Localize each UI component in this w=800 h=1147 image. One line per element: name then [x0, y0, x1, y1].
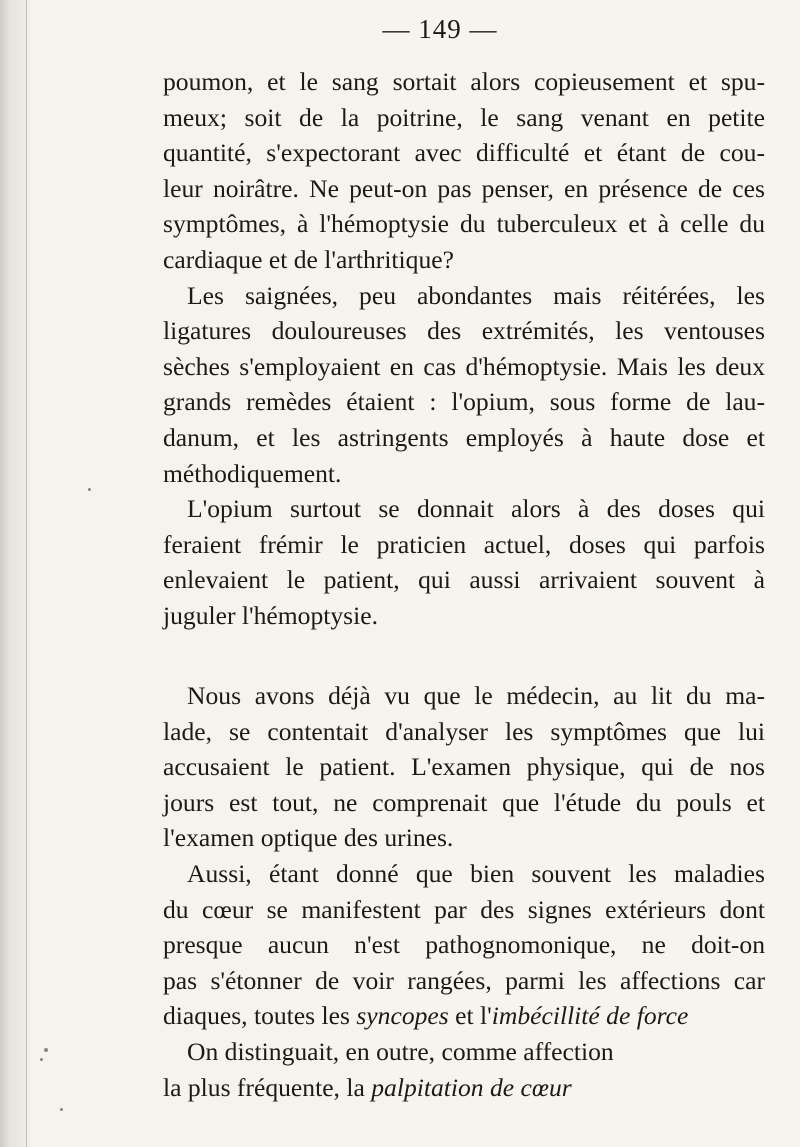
italic-term-imbecillite: imbécillité de force: [491, 1001, 689, 1031]
text-line: du cœur se manifestent par des signes extérieurs dont: [163, 894, 765, 924]
text-line: meux; soit de la poitrine, le sang venant en petite: [163, 102, 765, 132]
text-line: accusaient le patient. L'examen physique, qui de nos: [163, 752, 765, 782]
text-line: juguler l'hémoptysie.: [163, 600, 379, 630]
italic-term-syncopes: syncopes: [356, 1001, 449, 1031]
text-line: pas s'étonner de voir rangées, parmi les affections car: [163, 965, 765, 995]
text-line: lade, se contentait d'analyser les symptômes que lui: [163, 716, 765, 746]
text-line: sèches s'employaient en cas d'hémoptysie. Mais les deux: [163, 351, 765, 381]
text-line: l'examen optique des urines.: [163, 823, 454, 853]
text-line: méthodiquement.: [163, 458, 342, 488]
text-line: cardiaque et de l'arthritique?: [163, 244, 454, 274]
text-line: jours est tout, ne comprenait que l'étude du pouls et: [163, 787, 765, 817]
text-fragment: diaques, toutes les: [163, 1001, 357, 1031]
text-line: presque aucun n'est pathognomonique, ne doit-on: [163, 930, 765, 960]
text-section-2: [163, 678, 765, 1105]
scan-speck: [44, 1048, 48, 1052]
paragraph-start-line: Aussi, étant donné que bien souvent les maladies: [187, 858, 765, 888]
text-line: [163, 998, 765, 1034]
text-line: feraient frémir le praticien actuel, doses qui parfois: [163, 529, 765, 559]
paragraph-start-line: L'opium surtout se donnait alors à des doses qui: [187, 494, 765, 524]
italic-term-palpitation: palpitation de cœur: [371, 1072, 572, 1102]
text-line: quantité, s'expectorant avec difficulté et étant de cou-: [163, 138, 765, 168]
paragraph-start-line: On distinguait, en outre, comme affection: [187, 1036, 614, 1066]
scan-speck: [60, 1108, 63, 1111]
scan-speck: [88, 488, 91, 491]
scan-speck: [40, 1058, 43, 1061]
page-number: — 149 —: [382, 14, 498, 44]
page-edge-line: [26, 0, 27, 1147]
binding-shadow: [0, 0, 34, 1147]
text-fragment: et l': [448, 1001, 492, 1031]
text-line: [163, 1070, 765, 1106]
text-fragment: la plus fréquente, la: [163, 1072, 372, 1102]
text-line: grands remèdes étaient : l'opium, sous forme de lau-: [163, 387, 765, 417]
text-section-1: [163, 64, 765, 634]
text-line: symptômes, à l'hémoptysie du tuberculeux et à celle du: [163, 209, 765, 239]
text-line: ligatures douloureuses des extrémités, les ventouses: [163, 316, 765, 346]
text-line: leur noirâtre. Ne peut-on pas penser, en présence de ces: [163, 173, 765, 203]
paragraph-start-line: Les saignées, peu abondantes mais réitérées, les: [187, 280, 765, 310]
text-line: poumon, et le sang sortait alors copieusement et spu-: [163, 67, 765, 96]
paragraph-start-line: Nous avons déjà vu que le médecin, au lit du ma-: [187, 681, 765, 710]
text-line: enlevaient le patient, qui aussi arrivaient souvent à: [163, 565, 765, 595]
text-line: danum, et les astringents employés à haute dose et: [163, 422, 765, 452]
